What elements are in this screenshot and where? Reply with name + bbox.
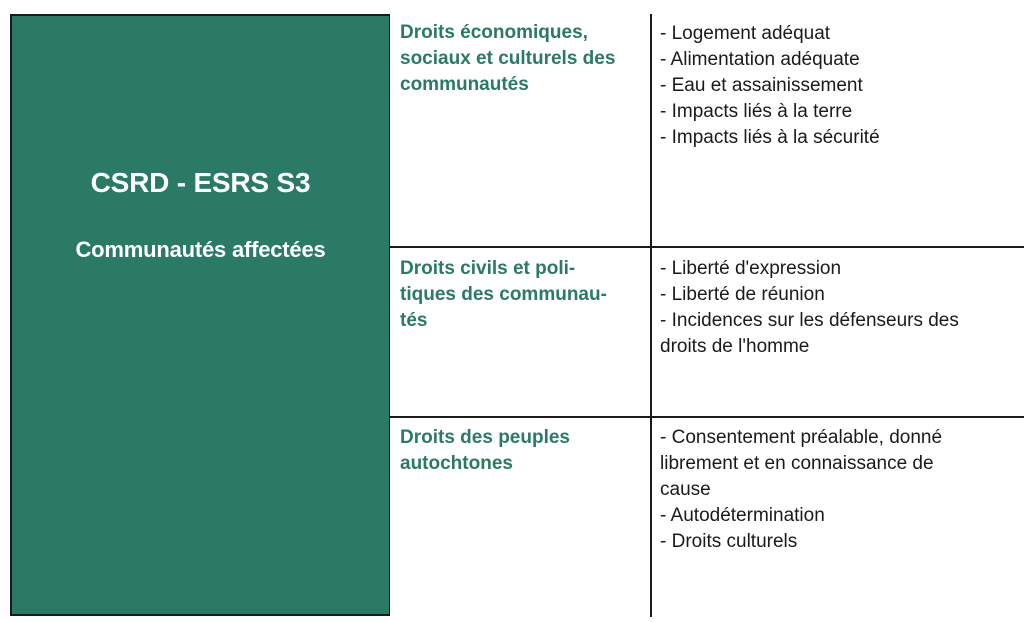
rights-list-indigenous [660, 425, 1020, 555]
list-item: - Eau et assainissement [660, 75, 863, 96]
list-item: - Impacts liés à la sécurité [660, 127, 880, 148]
list-item: - Logement adéquat [660, 23, 831, 44]
list-item: droits de l'homme [660, 336, 810, 357]
list-item: - Autodétermination [660, 505, 825, 526]
category-line: Droits économiques, [400, 22, 588, 43]
category-line: tés [400, 310, 428, 331]
row-divider [390, 416, 1024, 418]
panel-subtitle: Communautés affectées [75, 237, 326, 262]
category-line: autochtones [400, 453, 513, 474]
category-line: communautés [400, 74, 529, 95]
list-item: - Consentement préalable, donné [660, 427, 943, 448]
category-indigenous-peoples [400, 425, 646, 477]
column-divider [650, 14, 652, 617]
rights-list-economic [660, 21, 1020, 151]
list-item: - Impacts liés à la terre [660, 101, 853, 122]
list-item: - Incidences sur les défenseurs des [660, 310, 959, 331]
category-line: tiques des communau- [400, 284, 607, 305]
list-item: - Liberté de réunion [660, 284, 825, 305]
category-line: Droits civils et poli- [400, 258, 576, 279]
rights-list-civil [660, 256, 1020, 360]
category-line: sociaux et culturels des [400, 48, 616, 69]
list-item: - Alimentation adéquate [660, 49, 860, 70]
list-item: - Droits culturels [660, 531, 798, 552]
list-item: librement et en connaissance de [660, 453, 934, 474]
list-item: cause [660, 479, 711, 500]
category-economic-social-cultural [400, 20, 646, 98]
title-panel [10, 14, 390, 616]
category-civil-political [400, 256, 646, 334]
category-line: Droits des peuples [400, 427, 570, 448]
panel-title: CSRD - ESRS S3 [90, 167, 311, 198]
list-item: - Liberté d'expression [660, 258, 842, 279]
row-divider [390, 246, 1024, 248]
